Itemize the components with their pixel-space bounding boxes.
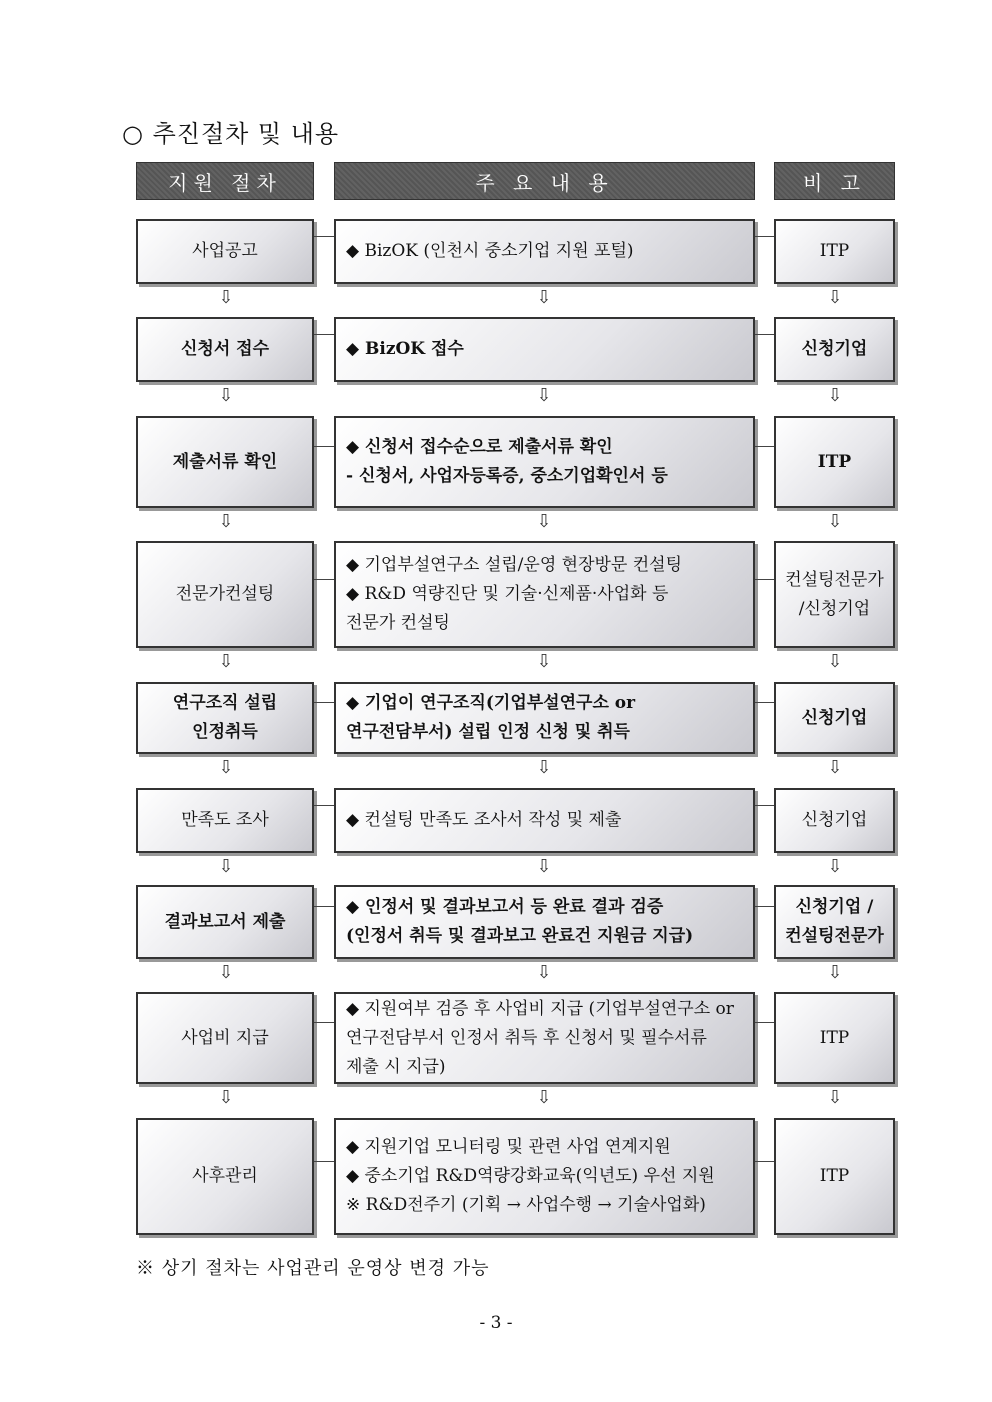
header-step: 지원 절차 xyxy=(136,162,314,200)
step-box-line: 만족도 조사 xyxy=(181,810,269,830)
connector-line xyxy=(755,1022,774,1023)
content-box xyxy=(334,682,755,754)
connector-line xyxy=(314,334,334,335)
content-box-line: ◆ 신청서 접수순으로 제출서류 확인 xyxy=(346,437,613,457)
content-box xyxy=(334,1118,755,1235)
content-box-line: ◆ 인정서 및 결과보고서 등 완료 결과 검증 xyxy=(346,897,664,917)
connector-line xyxy=(755,702,774,703)
down-arrow-icon: ⇩ xyxy=(827,385,843,406)
step-box xyxy=(136,416,314,508)
note-box xyxy=(774,885,895,959)
note-box-line: ITP xyxy=(819,241,850,261)
content-box-line: ◆ 기업부설연구소 설립/운영 현장방문 컨설팅 xyxy=(346,555,683,575)
connector-line xyxy=(314,805,334,806)
content-box xyxy=(334,317,755,382)
step-box-line: 결과보고서 제출 xyxy=(164,911,286,932)
down-arrow-icon: ⇩ xyxy=(827,962,843,983)
content-box xyxy=(334,219,755,284)
step-box xyxy=(136,885,314,959)
page-number: - 3 - xyxy=(479,1313,513,1333)
content-box xyxy=(334,885,755,959)
note-box xyxy=(774,219,895,284)
connector-line xyxy=(314,906,334,907)
down-arrow-icon: ⇩ xyxy=(827,287,843,308)
down-arrow-icon: ⇩ xyxy=(827,757,843,778)
connector-line xyxy=(755,805,774,806)
down-arrow-icon: ⇩ xyxy=(218,651,234,672)
step-box-line: 사업공고 xyxy=(192,241,258,261)
down-arrow-icon: ⇩ xyxy=(827,1087,843,1108)
down-arrow-icon: ⇩ xyxy=(536,962,552,983)
content-box-line: (인정서 취득 및 결과보고 완료건 지원금 지급) xyxy=(346,926,694,946)
connector-line xyxy=(314,1022,334,1023)
down-arrow-icon: ⇩ xyxy=(536,757,552,778)
connector-line xyxy=(755,1161,774,1162)
step-box-line: 인정취득 xyxy=(192,722,258,742)
step-box xyxy=(136,682,314,754)
note-box-line: 신청기업 / xyxy=(795,897,874,917)
step-box-line: 사후관리 xyxy=(192,1166,258,1186)
content-box-line: ◆ BizOK (인천시 중소기업 지원 포털) xyxy=(346,241,634,261)
footnote: ※ 상기 절차는 사업관리 운영상 변경 가능 xyxy=(136,1258,490,1279)
step-box-line: 제출서류 확인 xyxy=(172,451,278,472)
connector-line xyxy=(314,579,334,580)
down-arrow-icon: ⇩ xyxy=(218,856,234,877)
step-box-line: 사업비 지급 xyxy=(181,1027,269,1048)
content-box-line: ◆ R&D 역량진단 및 기술·신제품·사업화 등 xyxy=(346,584,669,604)
down-arrow-icon: ⇩ xyxy=(218,511,234,532)
down-arrow-icon: ⇩ xyxy=(827,651,843,672)
header-note: 비 고 xyxy=(774,162,895,200)
connector-line xyxy=(755,446,774,447)
down-arrow-icon: ⇩ xyxy=(218,287,234,308)
down-arrow-icon: ⇩ xyxy=(536,287,552,308)
note-box xyxy=(774,541,895,648)
content-box-line: 연구전담부서 인정서 취득 후 신청서 및 필수서류 xyxy=(346,1027,707,1048)
connector-line xyxy=(755,579,774,580)
note-box xyxy=(774,1118,895,1235)
content-box xyxy=(334,992,755,1084)
connector-line xyxy=(314,702,334,703)
step-box-line: 연구조직 설립 xyxy=(172,693,278,713)
connector-line xyxy=(755,906,774,907)
content-box-line: ◆ 중소기업 R&D역량강화교육(익년도) 우선 지원 xyxy=(346,1166,715,1186)
step-box-line: 전문가컨설팅 xyxy=(175,584,275,604)
down-arrow-icon: ⇩ xyxy=(536,385,552,406)
down-arrow-icon: ⇩ xyxy=(218,1087,234,1108)
connector-line xyxy=(755,334,774,335)
down-arrow-icon: ⇩ xyxy=(536,1087,552,1108)
down-arrow-icon: ⇩ xyxy=(827,511,843,532)
note-box-line: ITP xyxy=(819,1027,850,1048)
note-box-line: ITP xyxy=(819,1166,850,1186)
down-arrow-icon: ⇩ xyxy=(536,856,552,877)
down-arrow-icon: ⇩ xyxy=(536,511,552,532)
step-box xyxy=(136,1118,314,1235)
content-box-line: 제출 시 지급) xyxy=(346,1056,446,1077)
content-box-line: ◆ 지원여부 검증 후 사업비 지급 (기업부설연구소 or xyxy=(346,998,734,1019)
note-box xyxy=(774,317,895,382)
note-box-line: 신청기업 xyxy=(801,707,868,728)
down-arrow-icon: ⇩ xyxy=(218,962,234,983)
step-box-line: 신청서 접수 xyxy=(180,339,270,359)
note-box-line: 신청기업 xyxy=(801,339,868,359)
note-box-line: 신청기업 xyxy=(801,810,868,830)
connector-line xyxy=(755,236,774,237)
note-box-line: /신청기업 xyxy=(798,598,871,619)
step-box xyxy=(136,788,314,853)
note-box-line: 컨설팅전문가 xyxy=(785,926,884,946)
step-box xyxy=(136,541,314,648)
content-box-line: - 신청서, 사업자등록증, 중소기업확인서 등 xyxy=(346,466,668,486)
down-arrow-icon: ⇩ xyxy=(536,651,552,672)
note-box xyxy=(774,416,895,508)
header-content: 주 요 내 용 xyxy=(334,162,755,200)
note-box-line: 컨설팅전문가 xyxy=(785,569,884,590)
down-arrow-icon: ⇩ xyxy=(218,385,234,406)
content-box-line: ◆ 컨설팅 만족도 조사서 작성 및 제출 xyxy=(346,810,622,830)
note-box xyxy=(774,788,895,853)
connector-line xyxy=(314,446,334,447)
note-box xyxy=(774,992,895,1084)
down-arrow-icon: ⇩ xyxy=(827,856,843,877)
connector-line xyxy=(314,1161,334,1162)
step-box xyxy=(136,992,314,1084)
content-box-line: ※ R&D전주기 (기획 → 사업수행 → 기술사업화) xyxy=(346,1195,706,1215)
step-box xyxy=(136,219,314,284)
content-box xyxy=(334,541,755,648)
step-box xyxy=(136,317,314,382)
content-box xyxy=(334,416,755,508)
content-box-line: 전문가 컨설팅 xyxy=(346,613,450,633)
content-box-line: ◆ 기업이 연구조직(기업부설연구소 or xyxy=(346,693,636,713)
note-box-line: ITP xyxy=(817,451,852,472)
section-title: ○ 추진절차 및 내용 xyxy=(122,120,340,148)
connector-line xyxy=(314,236,334,237)
note-box xyxy=(774,682,895,754)
content-box-line: 연구전담부서) 설립 인정 신청 및 취득 xyxy=(346,722,630,742)
content-box xyxy=(334,788,755,853)
down-arrow-icon: ⇩ xyxy=(218,757,234,778)
content-box-line: ◆ BizOK 접수 xyxy=(346,339,464,359)
content-box-line: ◆ 지원기업 모니터링 및 관련 사업 연계지원 xyxy=(346,1137,671,1157)
